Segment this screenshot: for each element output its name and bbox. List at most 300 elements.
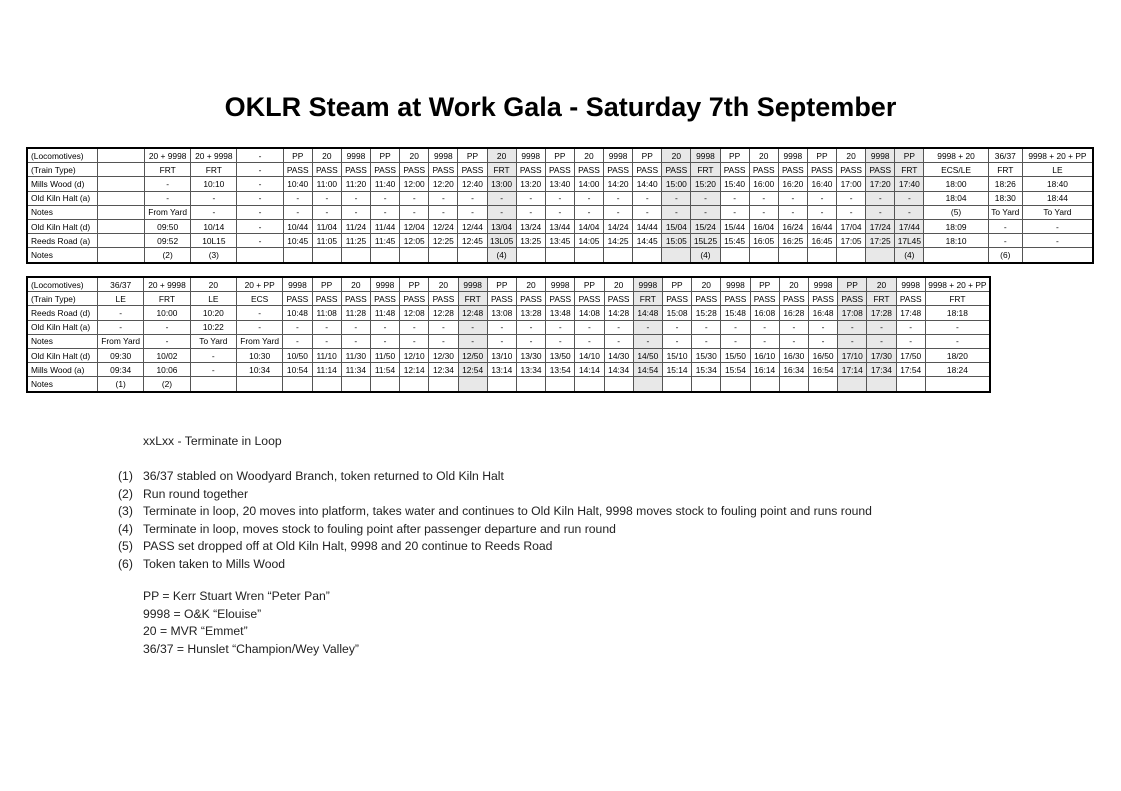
table-cell: - bbox=[574, 205, 603, 219]
table-cell: PASS bbox=[808, 292, 837, 306]
table-cell: 16:25 bbox=[778, 234, 807, 248]
table-cell: 17:08 bbox=[838, 306, 867, 320]
table-row bbox=[27, 363, 990, 377]
table-cell: 14/50 bbox=[633, 348, 662, 362]
table-cell bbox=[400, 248, 429, 263]
loco-key-item: 36/37 = Hunslet “Champion/Wey Valley” bbox=[143, 641, 359, 656]
table-cell bbox=[97, 248, 144, 263]
table-cell: - bbox=[604, 191, 633, 205]
table-cell: PASS bbox=[778, 163, 807, 177]
table-row bbox=[27, 277, 990, 292]
table-cell: 9998 + 20 + PP bbox=[1022, 148, 1093, 163]
table-cell: 9998 bbox=[370, 277, 399, 292]
table-cell: - bbox=[370, 334, 399, 348]
table-cell: 11:34 bbox=[341, 363, 370, 377]
table-cell: PP bbox=[633, 148, 662, 163]
table-cell: 12/24 bbox=[429, 219, 458, 233]
table-cell: 12:20 bbox=[429, 177, 458, 191]
table-cell: 20 bbox=[779, 277, 808, 292]
table-cell bbox=[692, 377, 721, 392]
table-cell: FRT bbox=[191, 163, 237, 177]
table-cell: 9998 bbox=[721, 277, 750, 292]
table-cell: 14:28 bbox=[604, 306, 633, 320]
table-cell: 9998 bbox=[808, 277, 837, 292]
table-cell: FRT bbox=[633, 292, 662, 306]
table-cell: PP bbox=[750, 277, 779, 292]
table-cell bbox=[866, 248, 895, 263]
table-cell: 10/14 bbox=[191, 219, 237, 233]
table-cell: 14:25 bbox=[604, 234, 633, 248]
table-cell: - bbox=[895, 191, 924, 205]
table-cell: 09:52 bbox=[145, 234, 191, 248]
table-cell: 18:10 bbox=[924, 234, 988, 248]
table-row bbox=[27, 348, 990, 362]
page-title: OKLR Steam at Work Gala - Saturday 7th September bbox=[224, 92, 897, 122]
table-cell: PASS bbox=[341, 163, 370, 177]
table-cell: - bbox=[546, 334, 575, 348]
table-cell: - bbox=[545, 205, 574, 219]
table-cell: 10:22 bbox=[190, 320, 236, 334]
row-label: Notes bbox=[27, 205, 97, 219]
table-cell: 15:28 bbox=[692, 306, 721, 320]
table-cell bbox=[487, 377, 516, 392]
table-cell: 9998 + 20 + PP bbox=[925, 277, 990, 292]
table-cell: - bbox=[691, 191, 720, 205]
table-cell: - bbox=[429, 334, 458, 348]
table-cell: PASS bbox=[516, 163, 545, 177]
table-cell: 16/04 bbox=[749, 219, 778, 233]
row-label: Old Kiln Halt (d) bbox=[27, 348, 98, 362]
table-cell: PASS bbox=[866, 163, 895, 177]
table-cell: 9998 bbox=[516, 148, 545, 163]
table-cell: 9998 bbox=[604, 148, 633, 163]
table-cell: 10:20 bbox=[190, 306, 236, 320]
table-cell: ECS/LE bbox=[924, 163, 988, 177]
table-cell: 20 bbox=[400, 148, 429, 163]
table-row bbox=[27, 205, 1093, 219]
table-cell bbox=[604, 248, 633, 263]
table-cell: - bbox=[749, 191, 778, 205]
table-cell bbox=[779, 377, 808, 392]
table-cell bbox=[458, 377, 487, 392]
table-cell: - bbox=[604, 334, 633, 348]
row-label: Mills Wood (d) bbox=[27, 177, 97, 191]
table-cell: 16:45 bbox=[807, 234, 836, 248]
table-cell: 11:45 bbox=[371, 234, 400, 248]
table-cell: 13/04 bbox=[487, 219, 516, 233]
table-cell: - bbox=[98, 306, 144, 320]
table-cell: - bbox=[516, 191, 545, 205]
table-cell bbox=[516, 377, 545, 392]
table-cell: 11/24 bbox=[341, 219, 370, 233]
table-cell bbox=[662, 248, 691, 263]
table-cell: 16/44 bbox=[807, 219, 836, 233]
table-cell bbox=[97, 163, 144, 177]
table-cell: 11:54 bbox=[370, 363, 399, 377]
table-cell: 11/44 bbox=[371, 219, 400, 233]
table-cell: 17/24 bbox=[866, 219, 895, 233]
table-cell: - bbox=[341, 205, 370, 219]
table-cell: 17:40 bbox=[895, 177, 924, 191]
table-cell: 15:08 bbox=[662, 306, 691, 320]
table-cell: - bbox=[721, 320, 750, 334]
table-cell: PASS bbox=[429, 292, 458, 306]
table-cell: From Yard bbox=[98, 334, 144, 348]
table-cell: 10:54 bbox=[283, 363, 312, 377]
table-cell: - bbox=[545, 191, 574, 205]
table-cell: 9998 bbox=[546, 277, 575, 292]
row-label: Reeds Road (a) bbox=[27, 234, 97, 248]
table-cell: 18:04 bbox=[924, 191, 988, 205]
table-row bbox=[27, 377, 990, 392]
table-cell: - bbox=[487, 191, 516, 205]
table-cell: - bbox=[720, 205, 749, 219]
table-cell bbox=[749, 248, 778, 263]
table-cell: FRT bbox=[144, 292, 190, 306]
table-cell: 16:40 bbox=[807, 177, 836, 191]
table-cell: 20 bbox=[837, 148, 866, 163]
row-label: (Train Type) bbox=[27, 292, 98, 306]
table-cell: - bbox=[237, 148, 283, 163]
table-cell bbox=[341, 377, 370, 392]
table-cell: PASS bbox=[633, 163, 662, 177]
table-cell: PASS bbox=[692, 292, 721, 306]
table-cell: 17:54 bbox=[896, 363, 925, 377]
table-cell: 15:48 bbox=[721, 306, 750, 320]
table-cell: FRT bbox=[487, 163, 516, 177]
table-cell: FRT bbox=[867, 292, 896, 306]
table-cell: - bbox=[400, 334, 429, 348]
table-cell bbox=[341, 248, 370, 263]
table-cell: 18/20 bbox=[925, 348, 990, 362]
table-cell: 09:50 bbox=[145, 219, 191, 233]
table-cell: 20 bbox=[662, 148, 691, 163]
table-cell: 9998 + 20 bbox=[924, 148, 988, 163]
table-cell: - bbox=[604, 320, 633, 334]
table-cell: PASS bbox=[721, 292, 750, 306]
table-cell bbox=[237, 248, 283, 263]
table-cell: - bbox=[866, 191, 895, 205]
table-cell: (2) bbox=[145, 248, 191, 263]
table-cell: 14/04 bbox=[574, 219, 603, 233]
table-cell: - bbox=[400, 320, 429, 334]
table-cell: PP bbox=[458, 148, 487, 163]
table-cell: 9998 bbox=[896, 277, 925, 292]
table-cell: - bbox=[807, 205, 836, 219]
table-cell: - bbox=[487, 205, 516, 219]
table-cell: PASS bbox=[837, 163, 866, 177]
table-cell: 10:06 bbox=[144, 363, 190, 377]
table-cell bbox=[838, 377, 867, 392]
table-cell: PASS bbox=[400, 292, 429, 306]
table-cell: (4) bbox=[691, 248, 720, 263]
table-cell: - bbox=[312, 320, 341, 334]
table-cell: - bbox=[312, 191, 341, 205]
table-cell: - bbox=[429, 191, 458, 205]
table-cell: - bbox=[429, 205, 458, 219]
table-cell: PP bbox=[807, 148, 836, 163]
table-row bbox=[27, 148, 1093, 163]
table-cell: PP bbox=[838, 277, 867, 292]
table-cell: FRT bbox=[895, 163, 924, 177]
table-cell: - bbox=[237, 177, 283, 191]
table-cell: 11:00 bbox=[312, 177, 341, 191]
table-row bbox=[27, 334, 990, 348]
table-cell bbox=[867, 377, 896, 392]
table-cell bbox=[750, 377, 779, 392]
table-cell: 15:40 bbox=[720, 177, 749, 191]
table-cell bbox=[720, 248, 749, 263]
table-cell: FRT bbox=[988, 163, 1022, 177]
table-cell: - bbox=[662, 320, 691, 334]
table-cell: - bbox=[237, 219, 283, 233]
table-cell: - bbox=[721, 334, 750, 348]
table-cell: 13:28 bbox=[516, 306, 545, 320]
table-cell: 14:14 bbox=[575, 363, 604, 377]
table-cell: 20 + PP bbox=[236, 277, 282, 292]
table-row bbox=[27, 234, 1093, 248]
table-cell: PASS bbox=[400, 163, 429, 177]
table-cell: PASS bbox=[896, 292, 925, 306]
table-cell: - bbox=[237, 234, 283, 248]
table-cell: 16:54 bbox=[808, 363, 837, 377]
footnote-number: (6) bbox=[118, 557, 133, 571]
table-row bbox=[27, 219, 1093, 233]
table-cell: PASS bbox=[312, 292, 341, 306]
table-cell: - bbox=[98, 320, 144, 334]
footnote-text: Token taken to Mills Wood bbox=[143, 557, 286, 571]
table-cell: 9998 bbox=[429, 148, 458, 163]
table-cell: - bbox=[808, 320, 837, 334]
table-cell: PASS bbox=[429, 163, 458, 177]
table-cell: 20 + 9998 bbox=[144, 277, 190, 292]
table-cell: 17:14 bbox=[838, 363, 867, 377]
table-cell: 13/50 bbox=[546, 348, 575, 362]
table-cell: - bbox=[546, 320, 575, 334]
table-cell: 12:14 bbox=[400, 363, 429, 377]
table-cell: PASS bbox=[575, 292, 604, 306]
table-cell bbox=[575, 377, 604, 392]
table-cell: 14/44 bbox=[633, 219, 662, 233]
row-label: Old Kiln Halt (d) bbox=[27, 219, 97, 233]
table-cell: - bbox=[896, 320, 925, 334]
footnote-number: (3) bbox=[118, 504, 133, 519]
table-cell: - bbox=[237, 163, 283, 177]
table-cell bbox=[312, 377, 341, 392]
table-cell: 17:20 bbox=[866, 177, 895, 191]
table-cell: PASS bbox=[838, 292, 867, 306]
table-cell: - bbox=[458, 334, 487, 348]
table-cell: 17:28 bbox=[867, 306, 896, 320]
table-cell: 20 bbox=[341, 277, 370, 292]
table-cell: 12:28 bbox=[429, 306, 458, 320]
table-cell bbox=[283, 377, 312, 392]
table-cell: - bbox=[429, 320, 458, 334]
table-cell: 15:54 bbox=[721, 363, 750, 377]
table-cell: 20 bbox=[867, 277, 896, 292]
table-cell: To Yard bbox=[190, 334, 236, 348]
table-cell: 10/02 bbox=[144, 348, 190, 362]
row-label: Mills Wood (a) bbox=[27, 363, 98, 377]
table-cell bbox=[633, 248, 662, 263]
table-cell: 11:40 bbox=[371, 177, 400, 191]
footnote-text: Terminate in loop, moves stock to fouling point after passenger departure and run round bbox=[143, 521, 616, 536]
table-cell: 16:20 bbox=[778, 177, 807, 191]
table-cell: - bbox=[988, 234, 1022, 248]
table-cell: 13/30 bbox=[516, 348, 545, 362]
table-cell: - bbox=[633, 191, 662, 205]
table-cell: 18:44 bbox=[1022, 191, 1093, 205]
table-cell bbox=[283, 248, 312, 263]
table-cell: 13:34 bbox=[516, 363, 545, 377]
table-cell: - bbox=[895, 205, 924, 219]
table-cell bbox=[97, 148, 144, 163]
table-cell: 18:26 bbox=[988, 177, 1022, 191]
table-cell: 14:20 bbox=[604, 177, 633, 191]
table-cell: - bbox=[400, 205, 429, 219]
table-cell: 11:08 bbox=[312, 306, 341, 320]
table-cell: - bbox=[236, 320, 282, 334]
table-cell: 14:00 bbox=[574, 177, 603, 191]
footnote-number: (5) bbox=[118, 539, 133, 554]
table-cell: 12/50 bbox=[458, 348, 487, 362]
table-cell: - bbox=[1022, 234, 1093, 248]
table-cell: LE bbox=[1022, 163, 1093, 177]
table-cell: 15:14 bbox=[662, 363, 691, 377]
table-cell: 16:00 bbox=[749, 177, 778, 191]
loco-key-item: 9998 = O&K “Elouise” bbox=[143, 606, 262, 621]
table-cell: 10:30 bbox=[236, 348, 282, 362]
table-cell bbox=[97, 177, 144, 191]
table-cell: 12:00 bbox=[400, 177, 429, 191]
table-cell: PASS bbox=[720, 163, 749, 177]
table-cell: 9998 bbox=[691, 148, 720, 163]
table-cell: 11/30 bbox=[341, 348, 370, 362]
table-cell: 20 bbox=[749, 148, 778, 163]
table-cell: 17:48 bbox=[896, 306, 925, 320]
table-cell: - bbox=[662, 205, 691, 219]
footnote-text: Run round together bbox=[143, 486, 249, 501]
table-cell: PASS bbox=[749, 163, 778, 177]
table-cell: 12:48 bbox=[458, 306, 487, 320]
table-cell: 17/50 bbox=[896, 348, 925, 362]
table-cell: - bbox=[144, 334, 190, 348]
table-cell: 11:48 bbox=[370, 306, 399, 320]
table-cell: FRT bbox=[145, 163, 191, 177]
table-cell: - bbox=[778, 191, 807, 205]
table-cell bbox=[633, 377, 662, 392]
table-cell: - bbox=[190, 363, 236, 377]
table-cell: 18:24 bbox=[925, 363, 990, 377]
table-cell: PASS bbox=[779, 292, 808, 306]
table-cell: 13:54 bbox=[546, 363, 575, 377]
table-cell: - bbox=[516, 334, 545, 348]
table-cell: - bbox=[191, 205, 237, 219]
table-cell: FRT bbox=[691, 163, 720, 177]
table-cell: 18:30 bbox=[988, 191, 1022, 205]
table-cell bbox=[97, 191, 144, 205]
table-cell: 14:05 bbox=[574, 234, 603, 248]
table-cell: 09:30 bbox=[98, 348, 144, 362]
table-cell: 15/30 bbox=[692, 348, 721, 362]
table-cell: 10:40 bbox=[283, 177, 312, 191]
table-cell: PASS bbox=[604, 163, 633, 177]
table-row bbox=[27, 191, 1093, 205]
table-cell: 18:09 bbox=[924, 219, 988, 233]
table-cell: - bbox=[575, 320, 604, 334]
table-cell: 9998 bbox=[458, 277, 487, 292]
table-cell: 11:28 bbox=[341, 306, 370, 320]
table-cell: - bbox=[778, 205, 807, 219]
table-cell: 16/24 bbox=[778, 219, 807, 233]
table-cell: - bbox=[662, 334, 691, 348]
table-cell: 13:25 bbox=[516, 234, 545, 248]
table-cell: 15:20 bbox=[691, 177, 720, 191]
table-cell: - bbox=[458, 205, 487, 219]
table-cell: 20 bbox=[487, 148, 516, 163]
table-cell: PASS bbox=[312, 163, 341, 177]
table-cell: 10:00 bbox=[144, 306, 190, 320]
table-cell: (1) bbox=[98, 377, 144, 392]
table-cell bbox=[662, 377, 691, 392]
table-cell: PASS bbox=[546, 292, 575, 306]
timetable-down bbox=[26, 276, 991, 393]
table-cell: - bbox=[145, 191, 191, 205]
row-label: Old Kiln Halt (a) bbox=[27, 320, 98, 334]
table-cell bbox=[545, 248, 574, 263]
loco-key-item: PP = Kerr Stuart Wren “Peter Pan” bbox=[143, 589, 330, 603]
table-cell bbox=[429, 248, 458, 263]
row-label: (Locomotives) bbox=[27, 277, 98, 292]
table-row bbox=[27, 177, 1093, 191]
table-cell: PASS bbox=[545, 163, 574, 177]
table-cell: - bbox=[750, 334, 779, 348]
table-cell: To Yard bbox=[988, 205, 1022, 219]
table-cell: - bbox=[807, 191, 836, 205]
table-cell: 14/24 bbox=[604, 219, 633, 233]
table-cell: 13:48 bbox=[546, 306, 575, 320]
table-cell: (5) bbox=[924, 205, 988, 219]
table-cell: - bbox=[341, 320, 370, 334]
table-cell: - bbox=[691, 205, 720, 219]
table-cell: PP bbox=[371, 148, 400, 163]
loop-key-note: xxLxx - Terminate in Loop bbox=[143, 434, 282, 448]
table-row bbox=[27, 306, 990, 320]
table-cell: 18:40 bbox=[1022, 177, 1093, 191]
table-cell: 9998 bbox=[283, 277, 312, 292]
table-cell: 17/30 bbox=[867, 348, 896, 362]
table-cell: 15:34 bbox=[692, 363, 721, 377]
table-cell: 14:40 bbox=[633, 177, 662, 191]
table-cell: 11:20 bbox=[341, 177, 370, 191]
table-cell: 17/44 bbox=[895, 219, 924, 233]
table-cell: 9998 bbox=[866, 148, 895, 163]
table-cell: - bbox=[283, 334, 312, 348]
table-cell: - bbox=[925, 320, 990, 334]
table-cell: 15/24 bbox=[691, 219, 720, 233]
table-cell: - bbox=[283, 320, 312, 334]
table-cell: - bbox=[749, 205, 778, 219]
row-label: Notes bbox=[27, 248, 97, 263]
table-cell: PP bbox=[545, 148, 574, 163]
table-cell: - bbox=[837, 191, 866, 205]
table-cell: 17:25 bbox=[866, 234, 895, 248]
table-cell: 17/10 bbox=[838, 348, 867, 362]
table-cell: PP bbox=[720, 148, 749, 163]
table-cell: 16/30 bbox=[779, 348, 808, 362]
table-cell: 20 bbox=[604, 277, 633, 292]
table-cell: From Yard bbox=[145, 205, 191, 219]
